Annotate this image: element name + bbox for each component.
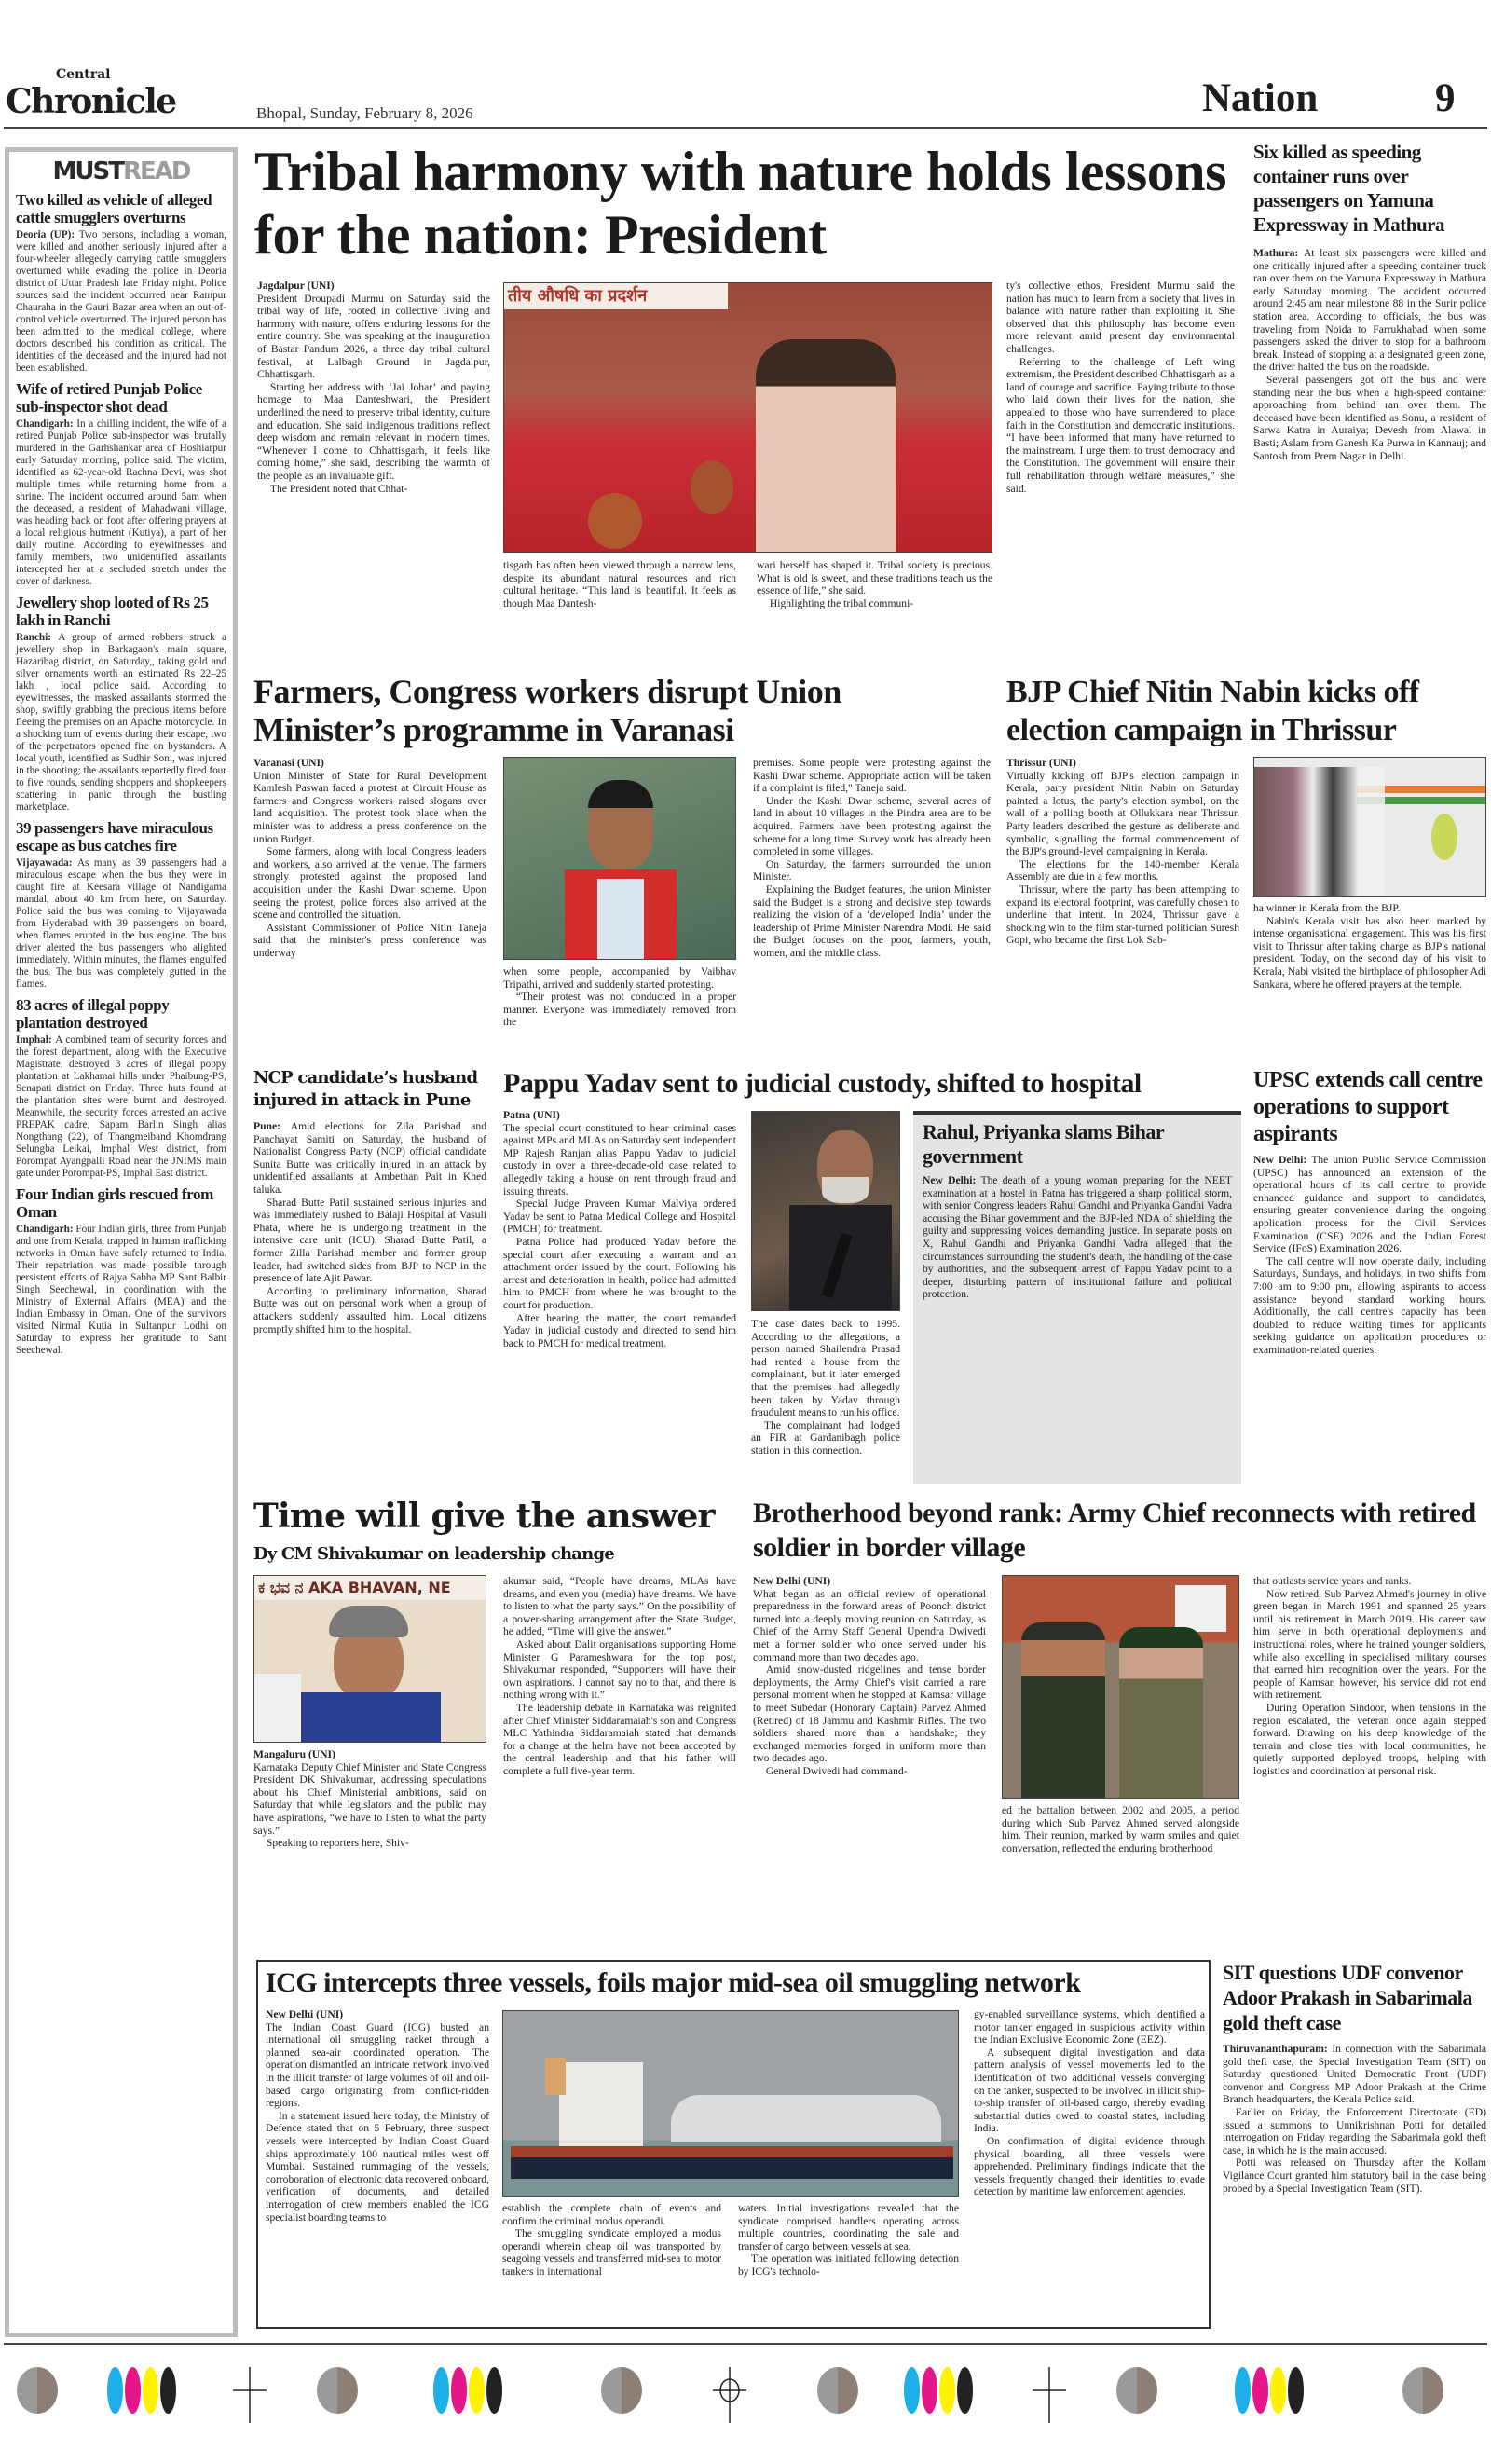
registration-cross-icon [1033,2367,1066,2423]
lead-col-4 [1006,280,1235,666]
photo-jacket [301,1692,441,1743]
paragraph-text: The special court constituted to hear criminal cases against MPs and MLAs on Saturday sent independent MP Rajesh Ranjan alias Pappu Yadav to judicial custody in over a three-decade-old case related to allegedly taking a house on rent through fraud and issuing threats. [503,1121,736,1198]
rahul-paragraphs [923,1174,1232,1301]
varanasi-col-1 [253,757,486,1060]
paragraph [1006,883,1239,947]
paragraph [503,991,736,1029]
army-col-1-text [753,1588,986,1778]
paragraph [502,2227,721,2278]
shivakumar-photo [253,1575,486,1743]
story-lead-place: Thiruvananthapuram: [1223,2043,1333,2055]
paragraph-text: General Dwivedi had command- [765,1764,908,1777]
photo-banner-text: तीय औषधि का प्रदर्शन [504,283,728,309]
sidebar-story-headline: 39 passengers have miraculous escape as bus catches fire [16,819,213,855]
paragraph [753,1663,986,1765]
thrissur-col-1-text [1006,770,1239,947]
photo-crowd [1254,767,1385,897]
sidebar-story-text [16,418,226,588]
icg-col-1 [266,2008,489,2325]
photo-pot [588,493,642,549]
paragraph [1253,374,1486,462]
paragraph [253,1120,486,1197]
paragraph-text: The President noted that Chhat- [269,482,408,495]
registration-oval [1402,2367,1443,2414]
paragraph [753,1765,986,1778]
paragraph-text: waters. Initial investigations revealed that the syndicate comprised handlers operating across multiple countries, coordinating the sale and transfer of cargo between vessels at sea. [738,2202,959,2252]
paragraph-text: Potti was released on Thursday after the Kollam Vigilance Court granted him statutory bail in the case being probed by a Special Investigation Team (SIT). [1223,2156,1486,2195]
paragraph [503,1702,736,1778]
paragraph-text: The elections for the 140-member Kerala Assembly are due in a few months. [1006,857,1239,883]
paragraph [1223,2043,1486,2106]
story-lead-place: Vijayawada: [16,857,77,869]
varanasi-col-2 [503,965,736,1060]
pappu-col-2 [751,1318,900,1484]
varanasi-dateline: Varanasi (UNI) [253,757,324,769]
paragraph [1253,1154,1486,1255]
army-headline: Brotherhood beyond rank: Army Chief reconnects with retired soldier in border village [753,1498,1476,1563]
paragraph [503,1575,736,1638]
thrissur-col-2 [1253,902,1486,1060]
logo-chronicle: Chronicle [6,82,176,121]
paragraph-text: During Operation Sindoor, when tensions in the region escalated, the veteran once again stepped forward. Drawing on his deep knowledge of the terrain and close ties with local communities, he quietly supported deployed troops, helping with logistics and coordination at personal risk. [1253,1701,1486,1777]
paragraph [253,922,486,960]
paragraph-text: Amid elections for Zila Parishad and Panchayat Samiti on Saturday, the husband of Nationalist Congress Party (NCP) official candidate Sunita Butte was critically injured in an attack by unidentified assailants at Ambethan Pait in Khed taluka. [253,1120,486,1196]
paragraph-text: The union Public Service Commission (UPSC) has announced an extension of the operational hours of its call centre to provide enhanced guidance and support to candidates, ensuring greater convenience during the ongoing application process for the Civil Services Examination (CSE) 2026 and the Indian Forest Service (IFoS) Examination 2026. [1253,1154,1486,1255]
paragraph-text: A combined team of security forces and the forest department, along with the Executive Magistrate, destroyed 3 acres of illegal poppy plantation at Lakhamai hills under Phaibung-PS, Senapati district on Friday. Three huts found at the plantation sites were burnt and destroyed. Meanwhile, the security forces arrested an active PREPAK cadre, Sapam Barlin Singh alias Nongthang (22), of Thangmeiband Khomdrang Selungba Leikai, Imphal West district, from Porompat Ayangpalli Road near the JNIMS main gate under Porompat-PS, Imphal East district. [16,1034,226,1179]
story-lead-place: Chandigarh: [16,1224,76,1235]
paragraph [266,2021,489,2110]
paragraph-text: “Their protest was not conducted in a proper manner. Everyone was immediately removed from the [503,991,736,1029]
paragraph-text: Union Minister of State for Rural Development Kamlesh Paswan faced a protest at Circuit House as farmers and Congress workers raised slogans over land acquisition. The protest took place when the minister was to address a press conference on the union Budget. [253,769,486,845]
paragraph-text: A subsequent digital investigation and data pattern analysis of vessel movements led to the identification of two additional vessels converging on the tanker, suspected to be involved in illicit ship-to-ship transfer of oil-based cargo, thereby evading substantial duties owed to coastal states, including India. [974,2046,1205,2135]
sidebar-story-headline: 83 acres of illegal poppy plantation destroyed [16,996,170,1032]
paragraph [257,381,490,483]
paragraph-text: ty's collective ethos, President Murmu said the nation has much to learn from a society that lives in balance with nature rather than exploiting it. She observed that this philosophy has become even more relevant amid present day environmental challenges. [1006,280,1235,355]
paragraph [253,1761,486,1838]
photo-ship-funnel [545,2058,566,2095]
logo-central: Central [56,67,111,82]
paragraph [1006,858,1239,883]
paragraph-text: Virtually kicking off BJP's election campaign in Kerala, party president Nitin Nabin on Saturday painted a lotus, the party's election symbol, on the wall of a polling booth at Ollukkara near Thrissur. Party leaders described the gesture as deliberate and symbolic, signalling the formal commencement of the BJP's ground-level campaigning in Kerala. [1006,769,1239,858]
paragraph-text: that outlasts service years and ranks. [1253,1575,1412,1587]
sidebar-story-text [16,229,226,375]
upsc-paragraphs [1253,1154,1486,1357]
must-read-title-must: MUST [52,157,123,185]
paragraph [757,559,992,597]
paragraph [738,2252,959,2278]
paragraph [738,2202,959,2252]
thrissur-headline: BJP Chief Nitin Nabin kicks off election campaign in Thrissur [1006,675,1419,747]
story-lead-place: Chandigarh: [16,418,77,430]
issue-dateline: Bhopal, Sunday, February 8, 2026 [256,104,473,122]
paragraph-text: Several passengers got off the bus and were standing near the bus when a high-speed container approaching from behind ran over them. The deceased have been identified as Sonu, a resident of Sarwa Katra in Auraiya; Devesh from Alawal in Basti; Aslam from Ganesh Ka Purwa in Kannauj; and Santosh from Prem Nagar in Delhi. [1253,373,1486,462]
army-photo [1002,1575,1239,1799]
thrissur-dateline: Thrissur (UNI) [1006,757,1076,769]
lead-headline: Tribal harmony with nature holds lessons for the nation: President [254,141,1226,266]
cmyk-color-bar [433,2367,502,2414]
paragraph [1253,1702,1486,1778]
paragraph-text: On confirmation of digital evidence through physical boarding, all three vessels were apprehended. Preliminary findings indicate that the vessels frequently changed their identities to evade detection by maritime law enforcement agencies. [974,2134,1205,2198]
photo-shawl [254,1674,301,1743]
icg-col-2 [502,2202,721,2325]
paragraph-text: Thrissur, where the party has been attempting to expand its electoral footprint, was carefully chosen to underline that intent. In 2024, Thrissur gave a shocking win to the film star-turned politician Suresh Gopi, who became the first Lok Sab- [1006,883,1239,947]
paragraph-text: Assistant Commissioner of Police Nitin Taneja said that the minister's press conference was underway [253,921,486,959]
story-lead-place: Mathura: [1253,247,1304,259]
paragraph-text: The case dates back to 1995. According to the allegations, a person named Shailendra Prasad had rented a house from the complainant, but it later emerged that the premises had allegedly been taken by Yadav through fraudulent means to run his office. [751,1318,900,1419]
army-col-2 [1002,1804,1239,1953]
paragraph [503,1236,736,1312]
icg-headline: ICG intercepts three vessels, foils major mid-sea oil smuggling network [266,1967,1081,1998]
paragraph [974,2046,1205,2135]
paragraph [753,858,991,883]
paragraph-text: Karnataka Deputy Chief Minister and State Congress President DK Shivakumar, addressing speculations about his Chief Ministerial ambitions, said on Saturday that while legislators and the public may have aspirations, “we have to listen to what the party says.” [253,1760,486,1837]
paragraph-text: gy-enabled surveillance systems, which identified a motor tanker engaged in suspicious activity within the Indian Exclusive Economic Zone (EEZ). [974,2008,1205,2046]
varanasi-col-1-text [253,770,486,960]
paragraph [1253,1255,1486,1357]
paragraph [753,795,991,858]
pappu-col-1-text [503,1122,736,1350]
paragraph [923,1174,1232,1301]
paragraph-text: Highlighting the tribal communi- [769,596,914,609]
paragraph [253,845,486,922]
paragraph-text: The operation was initiated following detection by ICG's technolo- [738,2252,959,2278]
story-lead-place: Imphal: [16,1034,56,1046]
paragraph-text: wari herself has shaped it. Tribal society is precious. What is old is sweet, and these traditions teach us the essence of life,” she said. [757,559,992,597]
paragraph-text: tisgarh has often been viewed through a narrow lens, despite its abundant natural resources and rich cultural heritage. “This land is beautiful. It feels as though Maa Dantesh- [503,559,736,609]
paragraph [753,757,991,795]
photo-army-chief [1119,1627,1203,1799]
pappu-headline: Pappu Yadav sent to judicial custody, shifted to hospital [503,1068,1142,1099]
story-lead-place: New Delhi: [923,1174,981,1186]
paragraph [1006,356,1235,496]
paragraph-text: President Droupadi Murmu on Saturday said the tribal way of life, rooted in collective living and harmony with nature, offers enduring lessons for the entire country. She was speaking at the inauguration of Bastar Pandum 2026, a three day tribal cultural festival, at Lalbagh Ground in Jagdalpur, Chhattisgarh. [257,292,490,381]
pappu-photo [751,1111,900,1311]
story-lead-place: New Delhi: [1253,1154,1312,1166]
sidebar-story-headline: Two killed as vehicle of alleged cattle smugglers overturns [16,191,212,226]
sidebar-story [9,1185,233,1357]
mathura-text [1253,247,1486,666]
paragraph [253,1837,486,1850]
registration-target-icon [713,2367,746,2423]
paragraph-text: In a chilling incident, the wife of a retired Punjab Police sub-inspector was brutally murdered in the Garhshankar area of Hoshiarpur early Saturday morning, police said. The victim, identified as 62-year-old Rachna Devi, was shot multiple times while returning home from a shrine. The incident occurred around 5am when the deceased, a resident of Mahadwani village, was heading back on foot after offering prayers at a local religious hutment (Kutiya), a part of her daily routine. According to eyewitnesses and family members, two unidentified assailants intercepted her at a secluded stretch under the cover of darkness. [16,418,226,587]
cmyk-color-bar [1235,2367,1304,2414]
photo-beard [822,1177,869,1203]
registration-oval [817,2367,858,2414]
paragraph-text: At least six passengers were killed and one critically injured after a speeding container truck ran over them on the Yamuna Expressway in Mathura early Saturday morning. The accident occurred around 2:45 am near milestone 88 in the Surir police station area. According to officials, the bus was traveling from Noida to Farrukhabad when some passengers asked the driver to stop for a bathroom break. Instead of stopping at a designated green zone, the driver halted the bus on the roadside. [1253,247,1486,374]
pune-text [253,1120,486,1484]
army-dateline: New Delhi (UNI) [753,1575,831,1587]
paragraph [503,559,736,609]
paragraph-text: After hearing the matter, the court remanded Yadav in judicial custody and directed to send him back to PMCH for medical treatment. [503,1311,736,1349]
mathura-headline: Six killed as speeding container runs over passengers on Yamuna Expressway in Mathura [1253,141,1444,236]
paragraph [757,597,992,610]
photo-pot [691,460,733,514]
paragraph-text: Explaining the Budget features, the union Minister said the Budget is a strong and decisive step towards realizing the vision of a ‘developed India’ under the leadership of Prime Minister Narendra Modi. He said the Budget focuses on the poor, farmers, youth, women, and the middle class. [753,883,991,959]
paragraph [753,1588,986,1664]
photo-shirt [597,879,644,960]
footer-rule [4,2343,1487,2345]
paragraph-text: Starting her address with ‘Jai Johar’ and paying homage to Maa Danteshwari, the President underlined the need to preserve tribal identity, culture and education. She said indigenous traditions reflect deep wisdom and remain relevant in modern times. “Whenever I come to Chhattisgarh, it feels like coming home,” she said, describing the warmth of the people as an invaluable gift. [257,380,490,482]
paragraph [503,965,736,991]
sidebar-items [9,191,233,1357]
paragraph [1002,1804,1239,1855]
paragraph-text: Special Judge Praveen Kumar Malviya ordered Yadav be sent to Patna Medical College and Hospital (PMCH) for treatment. [503,1198,736,1236]
icg-col-1-text [266,2021,489,2224]
pune-paragraphs [253,1120,486,1335]
lead-col-1-text [257,293,490,496]
paragraph [502,2202,721,2227]
must-read-title [9,157,233,185]
shivakumar-col-2 [503,1575,736,1953]
paragraph [753,883,991,960]
registration-oval [317,2367,358,2414]
registration-oval [1116,2367,1157,2414]
icg-col-4 [974,2008,1205,2325]
paragraph [253,1197,486,1285]
paragraph-text: Nabin's Kerala visit has also been marked by intense organisational engagement. This was his first visit to Thrissur after taking charge as BJP's national president. Today, on the second day of his visit to Kerala, Nabi visited the birthplace of philosopher Adi Sankara, where he offered prayers at the temple. [1253,914,1486,991]
paragraph-text: Some farmers, along with local Congress leaders and workers, also arrived at the venue. The farmers strongly protested against the proposed land acquisition under the Kashi Dwar scheme. Upon seeing the protest, police forces also arrived at the scene and controlled the situation. [253,845,486,922]
paragraph [253,770,486,846]
icg-photo [502,2010,959,2197]
varanasi-headline: Farmers, Congress workers disrupt Union Minister’s programme in Varanasi [253,673,841,748]
pappu-dateline: Patna (UNI) [503,1109,560,1121]
paragraph [266,2110,489,2224]
paragraph [503,1198,736,1236]
registration-oval [601,2367,642,2414]
varanasi-photo [503,757,736,960]
cmyk-color-bar [107,2367,176,2414]
paragraph-text: On Saturday, the farmers surrounded the union Minister. [753,857,991,883]
sidebar-story-text [16,632,226,814]
registration-marks [0,2367,1491,2414]
paragraph-text: In connection with the Sabarimala gold theft case, the Special Investigation Team (SIT) on Saturday questioned United Democratic Front (UDF) convenor and Congress MP Adoor Prakash at the Crime Branch headquarters, the Kerala Police said. [1223,2043,1486,2106]
paragraph-text: Under the Kashi Dwar scheme, several acres of land in about 10 villages in the Pindra area are to be acquired. Farmers have been protesting against the scheme for a long time. Survey work has already been completed in some villages. [753,794,991,858]
paragraph-text: Four Indian girls, three from Punjab and one from Kerala, trapped in human trafficking networks in Oman have safely returned to India. Their repatriation was made possible through persistent efforts of Rajya Sabha MP Sant Balbir Singh Seechewal, in coordination with the Ministry of External Affairs (MEA) and the Indian Embassy in Oman. One of the survivors visited Nirmal Kutia in Sultanpur Lodhi on Saturday to express her gratitude to Sant Seechewal. [16,1224,226,1356]
shivakumar-dateline: Mangaluru (UNI) [253,1748,335,1760]
thrissur-col-1 [1006,757,1239,1060]
paragraph [1253,1588,1486,1702]
lead-col-1 [257,280,490,666]
paragraph-text: Two persons, including a woman, were killed and another seriously injured after a four-wheeler allegedly carrying cattle smugglers overturned while evading the police in Deoria district of Uttar Pradesh late Friday night. Police sources said the incident occurred near Rampur Chauraha in the Gauri Bazar area when an out-of-control vehicle overturned. The injured person has been admitted to the medical college, where doctors described his condition as critical. The identities of the deceased and the injured had not been established. [16,229,226,374]
paragraph-text: Sharad Butte Patil sustained serious injuries and was immediately rushed to Balaji Hospital at Vasuli Phata, where he is undergoing treatment in the intensive care unit (ICU). Sharad Butte Patil, a former Zilla Parishad member and former group leader, had switched sides from BJP to NCP in the presence of late Ajit Pawar. [253,1196,486,1285]
photo-hair [329,1606,408,1637]
sidebar-story-headline: Jewellery shop looted of Rs 25 lakh in Ranchi [16,594,209,629]
paragraph-text: A group of armed robbers struck a jewellery shop in Barkagaon's main square, Hazaribag district, on Saturday,, taking gold and silver ornaments worth an estimated Rs 22–25 lakh , local police said. According to eyewitnesses, the masked assailants stormed the shop, swiftly grabbing the precious items before fleeing the premises on an Apache motorcycle. In a shocking turn of events during their escape, two of the perpetrators opened fire on bystanders. A local youth, identified as Sudhir Soni, was injured in the shooting; the assailants reportedly fired four to five rounds, sending shoppers and shopkeepers scattering in panic through the bustling marketplace. [16,632,226,813]
paragraph-text: Asked about Dalit organisations supporting Home Minister G Parameshwara for the top post, Shivakumar responded, “Supporters will have their own aspirations. I cannot say no to that, and there is nothing wrong with it.” [503,1637,736,1702]
sidebar-story-headline: Four Indian girls rescued from Oman [16,1185,213,1221]
photo-ship-superstructure [559,2062,643,2151]
story-lead-place: Ranchi: [16,632,59,643]
masthead-rule [4,127,1487,129]
sidebar-story-text [16,1034,226,1180]
story-lead-place: Deoria (UP): [16,229,79,240]
registration-oval [17,2367,58,2414]
sidebar-story [9,819,233,991]
photo-storage-tanks [671,2095,941,2142]
paragraph-text: What began as an official review of operational preparedness in the forward areas of Poonch district turned into a deeply moving reunion on Saturday, as Chief of the Army Staff General Upendra Dwivedi met a former soldier who once served under his command more than two decades ago. [753,1587,986,1663]
paragraph [974,2135,1205,2198]
page-number: 9 [1435,76,1456,120]
upsc-headline: UPSC extends call centre operations to support aspirants [1253,1068,1483,1146]
paragraph-text: when some people, accompanied by Vaibhav Tripathi, arrived and suddenly started protesting. [503,965,736,991]
sidebar-story-text [16,857,226,991]
photo-banner-text: ಕ ಭವ ನ AKA BHAVAN, NE [254,1576,486,1600]
paragraph [257,483,490,496]
paragraph [1253,915,1486,992]
paragraph-text: The complainant had lodged an FIR at Gardanibagh police station in this connection. [751,1418,900,1457]
photo-ship-hull [511,2146,953,2179]
sidebar-story-text [16,1224,226,1357]
paragraph [974,2008,1205,2046]
paragraph-text: Patna Police had produced Yadav before the special court after executing a warrant and an attachment order issued by the court. Following his arrest and deterioration in health, police had admitted him to PMCH from where he was brought to the court for production. [503,1235,736,1311]
paragraph-text: Speaking to reporters here, Shiv- [266,1837,409,1850]
paragraph-text: The Indian Coast Guard (ICG) busted an international oil smuggling racket through a planned sea-air coordinated operation. The operation dismantled an intricate network involved in the illicit transfer of large volumes of oil and oil-based cargo originating from conflict-ridden regions. [266,2020,489,2110]
shivakumar-subheadline: Dy CM Shivakumar on leadership change [253,1544,614,1564]
photo-hair [588,780,653,808]
army-col-1 [753,1575,986,1953]
cmyk-color-bar [904,2367,973,2414]
registration-cross-icon [233,2367,267,2423]
photo-lotus-circle [1431,814,1457,860]
paragraph [503,1638,736,1702]
rahul-headline: Rahul, Priyanka slams Bihar government [923,1120,1164,1168]
paragraph-text: According to preliminary information, Sharad Butte was out on personal work when a group of attackers suddenly assaulted him. Local citizens promptly shifted him to the hospital. [253,1284,486,1335]
paragraph [751,1318,900,1419]
paragraph [1253,247,1486,374]
paragraph [503,1122,736,1198]
photo-window [1175,1585,1226,1632]
sit-text [1223,2043,1486,2332]
lead-col-3 [757,559,992,666]
paragraph [751,1419,900,1458]
paragraph-text: As many as 39 passengers had a miraculous escape when the bus they were in caught fire at Keesara village of Nandigama mandal, about 40 km from here, on Saturday. Police said the bus was coming to Vijayawada from Hyderabad with 39 passengers on board, when flames erupted in the bus engine. The bus driver alerted the bus passengers who alighted immediately. Within minutes, the flames engulfed the bus. The bus was completely gutted in the flames. [16,857,226,990]
paragraph [257,293,490,381]
rahul-priyanka-box [913,1111,1241,1484]
paragraph-text: establish the complete chain of events and confirm the criminal modus operandi. [502,2202,721,2227]
paragraph-text: The death of a young woman preparing for the NEET examination at a hostel in Patna has triggered a sharp political storm, with senior Congress leaders Rahul Gandhi and Priyanka Gandhi Vadra accusing the Bihar government and the BJP-led NDA of shielding the guilty and suppressing voices demanding justice. In separate posts on X, Rahul Gandhi and Priyanka Gandhi Vadra alleged that the circumstances surrounding the student's death, the handling of the case by authorities, and the subsequent arrest of Pappu Yadav point to a deeper, disturbing pattern of institutional failure and political protection. [923,1174,1233,1301]
shivakumar-headline: Time will give the answer [253,1497,715,1536]
pune-headline: NCP candidate’s husband injured in attack in Pune [253,1068,478,1110]
army-col-3 [1253,1575,1486,1953]
icg-col-3 [738,2202,959,2325]
sidebar-story [9,191,233,375]
paragraph-text: Referring to the challenge of Left wing extremism, the President described Chhattisgarh as a land of courage and sacrifice. Paying tribute to those who laid down their lives for the nation, she appealed to those who have surrendered to place faith in the Constitution and democratic institutions. “I have been informed that many have returned to the mainstream. I urge them to trust democracy and the Constitution. The government will ensure their full rehabilitation through welfare measures,” she said. [1006,355,1235,495]
varanasi-col-3 [753,757,991,1060]
paragraph-text: The leadership debate in Karnataka was reignited after Chief Minister Siddaramaiah's son and Congress MLC Yathindra Siddaramaiah stated that demands for a change at the helm have not been accepted by the central leadership and that his father will complete a full five-year term. [503,1701,736,1777]
sidebar-story [9,380,233,588]
paragraph-text: In a statement issued here today, the Ministry of Defence stated that on 5 February, three suspect vessels were intercepted by Indian Coast Guard ships approximately 100 nautical miles west off Mumbai. Sustained rummaging of the vessels, corroboration of electronic data recovered onboard, verification of documents, and detailed interrogation of crew members enabled the ICG specialist boarding teams to [266,2109,489,2224]
paragraph [1006,770,1239,858]
sidebar-story [9,594,233,814]
paragraph [1006,280,1235,356]
paragraph [503,1312,736,1350]
mathura-paragraphs [1253,247,1486,462]
section-title: Nation [1202,76,1319,120]
shivakumar-col-1 [253,1748,486,1953]
must-read-title-read: READ [122,157,190,185]
paragraph-text: ha winner in Kerala from the BJP. [1253,902,1401,914]
paragraph [1253,902,1486,915]
paragraph [253,1285,486,1335]
sidebar-story-headline: Wife of retired Punjab Police sub-inspector shot dead [16,380,202,416]
paragraph-text: Amid snow-dusted ridgelines and tense border deployments, the Army Chief's visit carried a rare personal moment when he stopped at Kamsar village to meet Subedar (Honorary Captain) Parvez Ahmed (Retired) of 18 Jammu and Kashmir Rifles. The two soldiers shared more than a handshake; they exchanged memories forged in uniform more than two decades ago. [753,1663,986,1765]
sit-headline: SIT questions UDF convenor Adoor Prakash in Sabarimala gold theft case [1223,1961,1472,2034]
thrissur-photo [1253,757,1486,897]
paragraph [1223,2106,1486,2156]
story-lead-place: Pune: [253,1120,291,1132]
paragraph-text: akumar said, “People have dreams, MLAs have dreams, and even you (media) have dreams. We have to listen to what the party says.” On the possibility of a power-sharing arrangement after the State Budget, he added, “Time will give the answer.” [503,1575,736,1638]
paragraph-text: premises. Some people were protesting against the Kashi Dwar scheme. Appropriate action will be taken if a complaint is filed," Taneja said. [753,757,991,795]
pappu-col-1 [503,1109,736,1482]
icg-story-box [256,1960,1211,2329]
must-read-sidebar [5,147,238,2337]
sit-paragraphs [1223,2043,1486,2195]
paragraph-text: ed the battalion between 2002 and 2005, a period during which Sub Parvez Ahmed served alongside him. Their reunion, marked by warm smiles and quiet conversation, reflected the enduring brotherhood [1002,1804,1239,1855]
paragraph [1223,2156,1486,2195]
lead-col-2 [503,559,736,666]
icg-dateline: New Delhi (UNI) [266,2008,344,2020]
photo-soldier-retired [1021,1622,1105,1799]
paragraph-text: Earlier on Friday, the Enforcement Directorate (ED) issued a summons to Unnikrishnan Potti for detailed interrogation on Friday regarding the Sabarimala gold theft case, in which he is the main accused. [1223,2105,1486,2156]
paragraph-text: The smuggling syndicate employed a modus operandi wherein cheap oil was transported by seagoing vessels and transferred mid-sea to motor tankers in international [502,2227,721,2278]
sidebar-story [9,996,233,1180]
paragraph-text: The call centre will now operate daily, including Saturdays, Sundays, and holidays, in two shifts from 7:00 am to 9:00 pm, allowing aspirants to access assistance beyond standard working hours. Additionally, the call centre's capacity has been doubled to reduce waiting times for applicants seeking guidance on application procedures or examination-related queries. [1253,1254,1486,1356]
masthead [0,0,1491,130]
upsc-text [1253,1154,1486,1484]
shivakumar-col-1-text [253,1761,486,1850]
photo-figure [756,339,896,553]
lead-photo [503,282,992,553]
lead-dateline: Jagdalpur (UNI) [257,280,335,292]
paragraph-text: Now retired, Sub Parvez Ahmed's journey in olive green began in March 1991 and spanned 25 years until his retirement in March 2019. His career saw him serve in both operational deployments and instructional roles, where he trained younger soldiers, while also excelling in specialised military courses that earned him recognition over the years. For the people of Kamsar, however, his service did not end with retirement. [1253,1587,1486,1702]
paragraph [1253,1575,1486,1588]
